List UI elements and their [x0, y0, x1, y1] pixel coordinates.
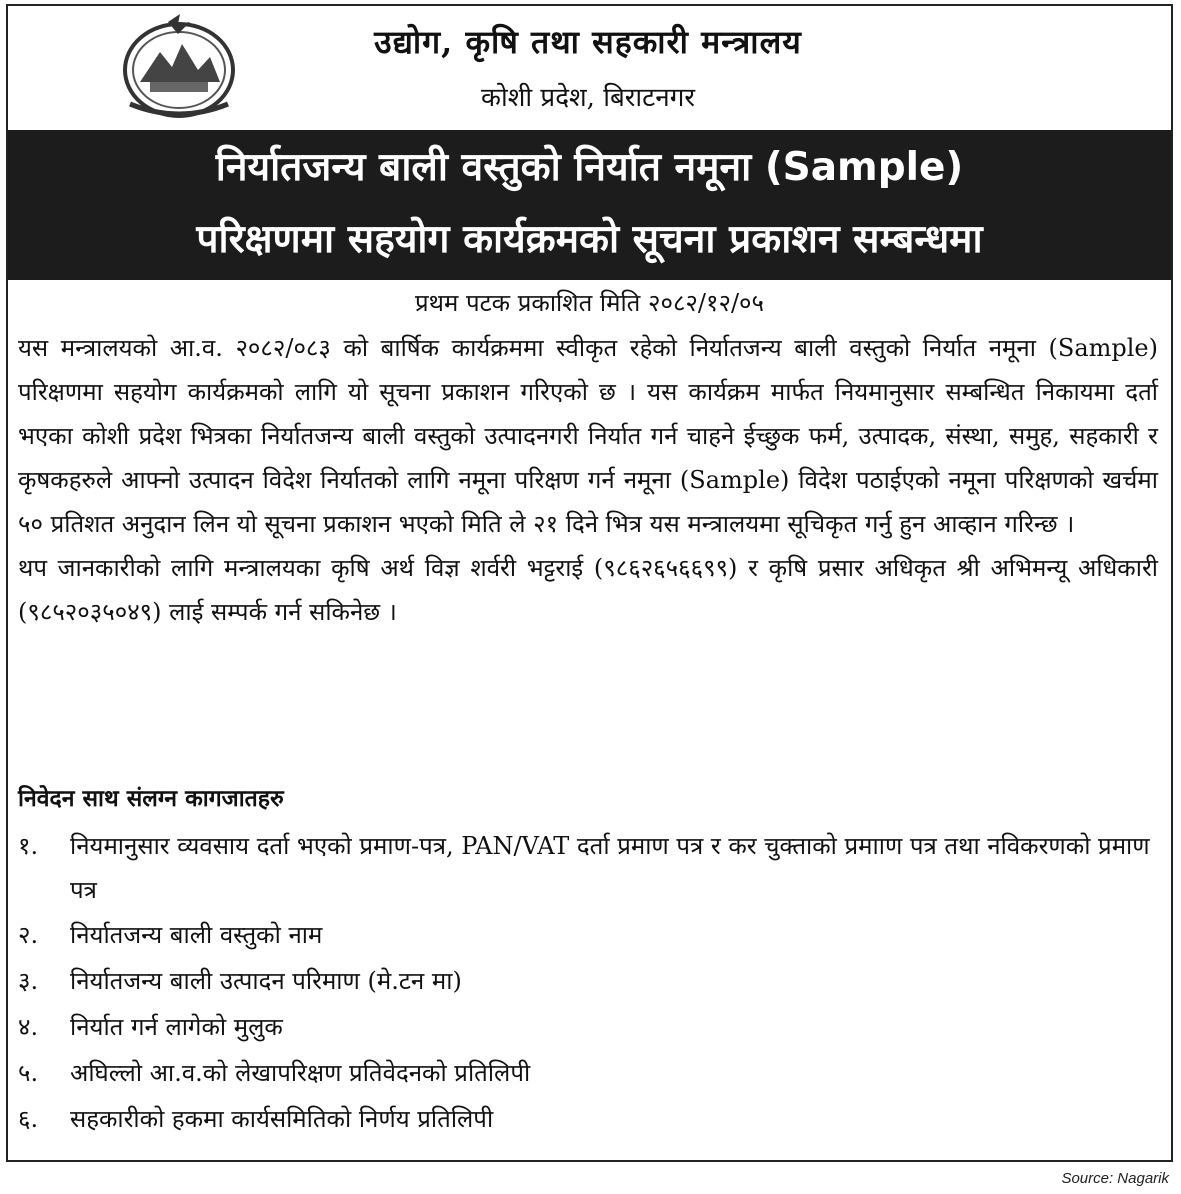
- notice-header: [8, 6, 1171, 130]
- list-item-number: १.: [18, 832, 39, 860]
- nepal-government-emblem-icon: [120, 12, 238, 120]
- list-item: [18, 958, 1166, 1004]
- list-item-number: ३.: [18, 967, 39, 995]
- attachments-list: [18, 824, 1166, 1142]
- list-item-text: सहकारीको हकमा कार्यसमितिको निर्णय प्रतिलिपी: [70, 1105, 494, 1133]
- published-date: प्रथम पटक प्रकाशित मिति २०८२/१२/०५: [414, 289, 764, 317]
- notice-title-line-2: परिक्षणमा सहयोग कार्यक्रमको सूचना प्रकाशन सम्बन्धमा: [196, 217, 983, 262]
- source-credit: Source: Nagarik: [1061, 1170, 1169, 1187]
- list-item-text: निर्यात गर्न लागेको मुलुक: [70, 1013, 283, 1041]
- ministry-name: उद्योग, कृषि तथा सहकारी मन्त्रालय: [374, 23, 802, 61]
- list-item: [18, 912, 1166, 958]
- list-item-text: अघिल्लो आ.व.को लेखापरिक्षण प्रतिवेदनको प्रतिलिपी: [70, 1059, 531, 1087]
- list-item: [18, 824, 1166, 912]
- list-item-number: ६.: [18, 1105, 39, 1133]
- list-item-text: नियमानुसार व्यवसाय दर्ता भएको प्रमाण-पत्र, PAN/VAT दर्ता प्रमाण पत्र र कर चुक्ताको प्रमााण पत्र तथा नविकरणको प्रमाण पत्र: [70, 832, 1150, 904]
- list-item-text: निर्यातजन्य बाली उत्पादन परिमाण (मे.टन मा): [70, 967, 462, 995]
- notice-body: [18, 326, 1158, 634]
- notice-frame: [6, 4, 1173, 1162]
- list-item: [18, 1050, 1166, 1096]
- list-item-number: ४.: [18, 1013, 39, 1041]
- list-item-number: ५.: [18, 1059, 39, 1087]
- ministry-location: कोशी प्रदेश, बिराटनगर: [481, 83, 695, 113]
- notice-title-line-1: निर्यातजन्य बाली वस्तुको निर्यात नमूना (Sample): [215, 145, 964, 190]
- notice-paragraph-1: यस मन्त्रालयको आ.व. २०८२/०८३ को बार्षिक कार्यक्रममा स्वीकृत रहेको निर्यातजन्य बाली वस्तुको निर्यात नमूना (Sample) परिक्षणमा सहयोग कार्यक्रमको लागि यो सूचना प्रकाशन गरिएको छ । यस कार्यक्रम मार्फत नियमानुसार सम्बन्धित निकायमा दर्ता भएका कोशी प्रदेश भित्रका निर्यातजन्य बाली वस्तुको उत्पादनगरी निर्यात गर्न चाहने ईच्छुक फर्म, उत्पादक, संस्था, समुह, सहकारी र कृषकहरुले आफ्नो उत्पादन विदेश निर्यातको लागि नमूना परिक्षण गर्न नमूना (Sample) विदेश पठाईएको नमूना परिक्षणको खर्चमा ५० प्रतिशत अनुदान लिन यो सूचना प्रकाशन भएको मिति ले २१ दिने भित्र यस मन्त्रालयमा सूचिकृत गर्नु हुन आव्हान गरिन्छ ।: [18, 334, 1158, 538]
- list-item: [18, 1096, 1166, 1142]
- list-item-number: २.: [18, 921, 39, 949]
- attachments-heading: निवेदन साथ संलग्न कागजातहरु: [18, 786, 284, 812]
- list-item: [18, 1004, 1166, 1050]
- list-item-text: निर्यातजन्य बाली वस्तुको नाम: [70, 921, 323, 949]
- notice-title-banner: [8, 130, 1171, 280]
- notice-paragraph-2: थप जानकारीको लागि मन्त्रालयका कृषि अर्थ विज्ञ शर्वरी भट्टराई (९८६२६५६६९९) र कृषि प्रसार अधिकृत श्री अभिमन्यू अधिकारी (९८५२०३५०४९) लाई सम्पर्क गर्न सकिनेछ ।: [18, 554, 1158, 626]
